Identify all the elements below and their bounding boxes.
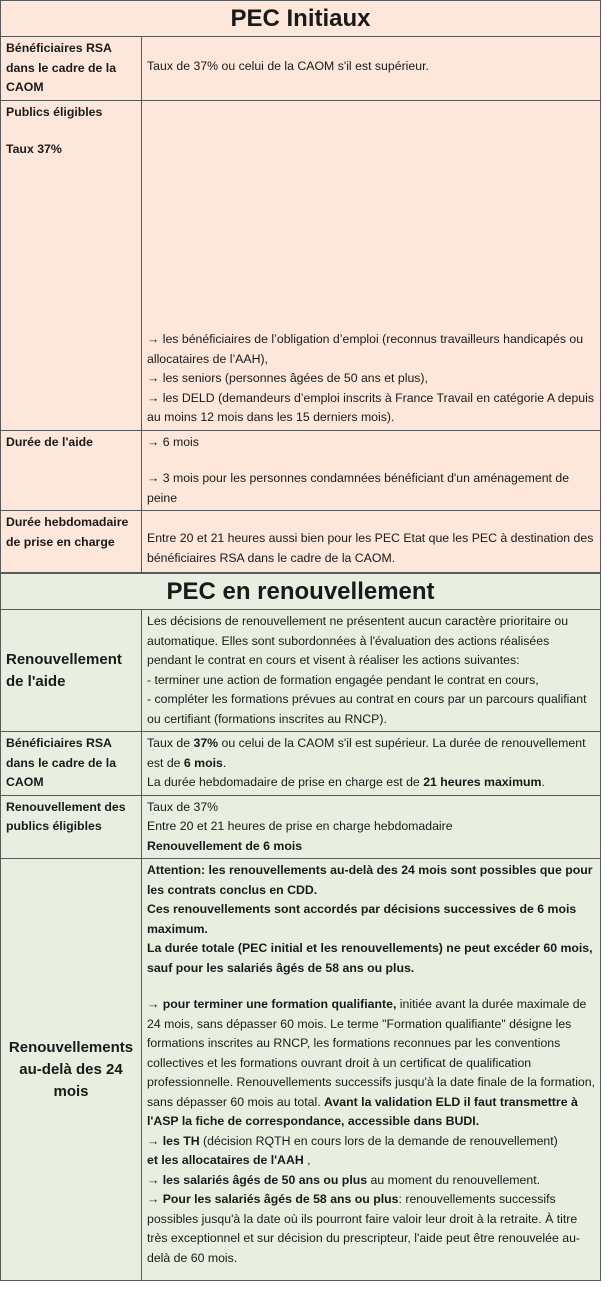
paragraph: Les décisions de renouvellement ne présentent aucun caractère prioritaire ou automatique. Elles sont subordonnées à l'évaluation des actions réalisées pendant le contrat en cours et visent à réaliser les actions suivantes: <box>147 614 569 667</box>
list-item: → 3 mois pour les personnes condamnées bénéficiant d'un aménagement de peine <box>147 471 570 505</box>
attention-text: Attention: les renouvellements au-delà des 24 mois sont possibles que pour les contrats conclus en CDD. <box>147 863 593 897</box>
publics-taux-label: Taux 37% <box>6 142 62 156</box>
paragraph: Taux de 37% ou celui de la CAOM s'il est supérieur. La durée de renouvellement est de 6 mois. <box>147 736 586 770</box>
row-value-publics <box>142 100 601 430</box>
list-item: → Pour les salariés âgés de 58 ans ou plus: renouvellements successifs possibles jusqu'à la date où ils pourront faire valoir leur droit à la retraite. À titre très exceptionnel et sur décision du prescripteur, l'aide peut être renouvelée au-delà de 60 mois. <box>147 1192 580 1265</box>
row-label-publics <box>1 100 142 430</box>
row-value-duree <box>142 430 601 511</box>
table-row <box>1 100 601 430</box>
paragraph: Renouvellement de 6 mois <box>147 838 303 853</box>
row-value-renouvellement-aide <box>142 610 601 732</box>
row-label-audela: Renouvellements au-delà des 24 mois <box>1 859 142 1281</box>
row-value-rsa: Taux de 37% ou celui de la CAOM s'il est supérieur. <box>142 37 601 101</box>
row-label-rsa-renouvellement: Bénéficiaires RSA dans le cadre de la CAOM <box>1 732 142 796</box>
paragraph: La durée totale (PEC initial et les renouvellements) ne peut excéder 60 mois, sauf pour les salariés âgés de 58 ans ou plus. <box>147 941 593 975</box>
list-item: → les TH (décision RQTH en cours lors de la demande de renouvellement) et les allocataires de l'AAH , <box>147 1133 558 1167</box>
publics-label: Publics éligibles <box>6 104 103 119</box>
row-label-publics-renouvellement: Renouvellement des publics éligibles <box>1 795 142 859</box>
row-value-rsa-renouvellement <box>142 732 601 796</box>
table-row <box>1 859 601 1281</box>
table-row <box>1 511 601 573</box>
list-item: → pour terminer une formation qualifiante, initiée avant la durée maximale de 24 mois, sans dépasser 60 mois. Le terme "Formation qualifiante" désigne les formations inscrites au RNCP, les formations reconnues par les conventions collectives et les formations ouvrant droit à un certificat de qualification professionnelle. Renouvellements successifs jusqu'à la date finale de la formation, sans dépasser 60 mois au total. Avant la validation ELD il faut transmettre à l'ASP la fiche de correspondance, accessible dans BUDI. <box>147 997 596 1128</box>
list-item: → les DELD (demandeurs d’emploi inscrits à France Travail en catégorie A depuis au moins 12 mois dans les 15 derniers mois). <box>147 390 594 424</box>
table-row <box>1 37 601 101</box>
table-row <box>1 430 601 511</box>
list-item: - terminer une action de formation engagée pendant le contrat en cours, <box>147 672 539 687</box>
list-item: → les seniors (personnes âgées de 50 ans et plus), <box>147 371 428 385</box>
paragraph: Entre 20 et 21 heures de prise en charge hebdomadaire <box>147 819 453 833</box>
pec-initiaux-table <box>0 0 601 573</box>
row-label-duree: Durée de l'aide <box>1 430 142 511</box>
row-label-hebdo: Durée hebdomadaire de prise en charge <box>1 511 142 573</box>
row-label-renouvellement-aide: Renouvellement de l'aide <box>1 610 142 732</box>
list-item: → 6 mois <box>147 434 199 449</box>
table-row <box>1 610 601 732</box>
row-value-audela <box>142 859 601 1281</box>
pec-renouvellement-table <box>0 573 601 1281</box>
list-item: → les bénéficiaires de l’obligation d’emploi (reconnus travailleurs handicapés ou allocataires de l’AAH), <box>147 332 584 366</box>
list-item: - compléter les formations prévues au contrat en cours par un parcours qualifiant ou certifiant (formations inscrites au RNCP). <box>147 692 587 726</box>
section-title-row <box>1 1 601 37</box>
section-title-renouvellement: PEC en renouvellement <box>1 574 601 610</box>
table-row <box>1 795 601 859</box>
paragraph: Taux de 37% <box>147 799 219 814</box>
section-title-initiaux: PEC Initiaux <box>1 1 601 37</box>
list-item: → les salariés âgés de 50 ans ou plus au moment du renouvellement. <box>147 1172 541 1187</box>
row-label-rsa: Bénéficiaires RSA dans le cadre de la CAOM <box>1 37 142 101</box>
row-value-hebdo: Entre 20 et 21 heures aussi bien pour les PEC Etat que les PEC à destination des bénéficiaires RSA dans le cadre de la CAOM. <box>142 511 601 573</box>
paragraph: La durée hebdomadaire de prise en charge est de 21 heures maximum. <box>147 775 545 789</box>
paragraph: Ces renouvellements sont accordés par décisions successives de 6 mois maximum. <box>147 902 577 936</box>
table-row <box>1 732 601 796</box>
section-title-row <box>1 574 601 610</box>
row-value-publics-renouvellement <box>142 795 601 859</box>
